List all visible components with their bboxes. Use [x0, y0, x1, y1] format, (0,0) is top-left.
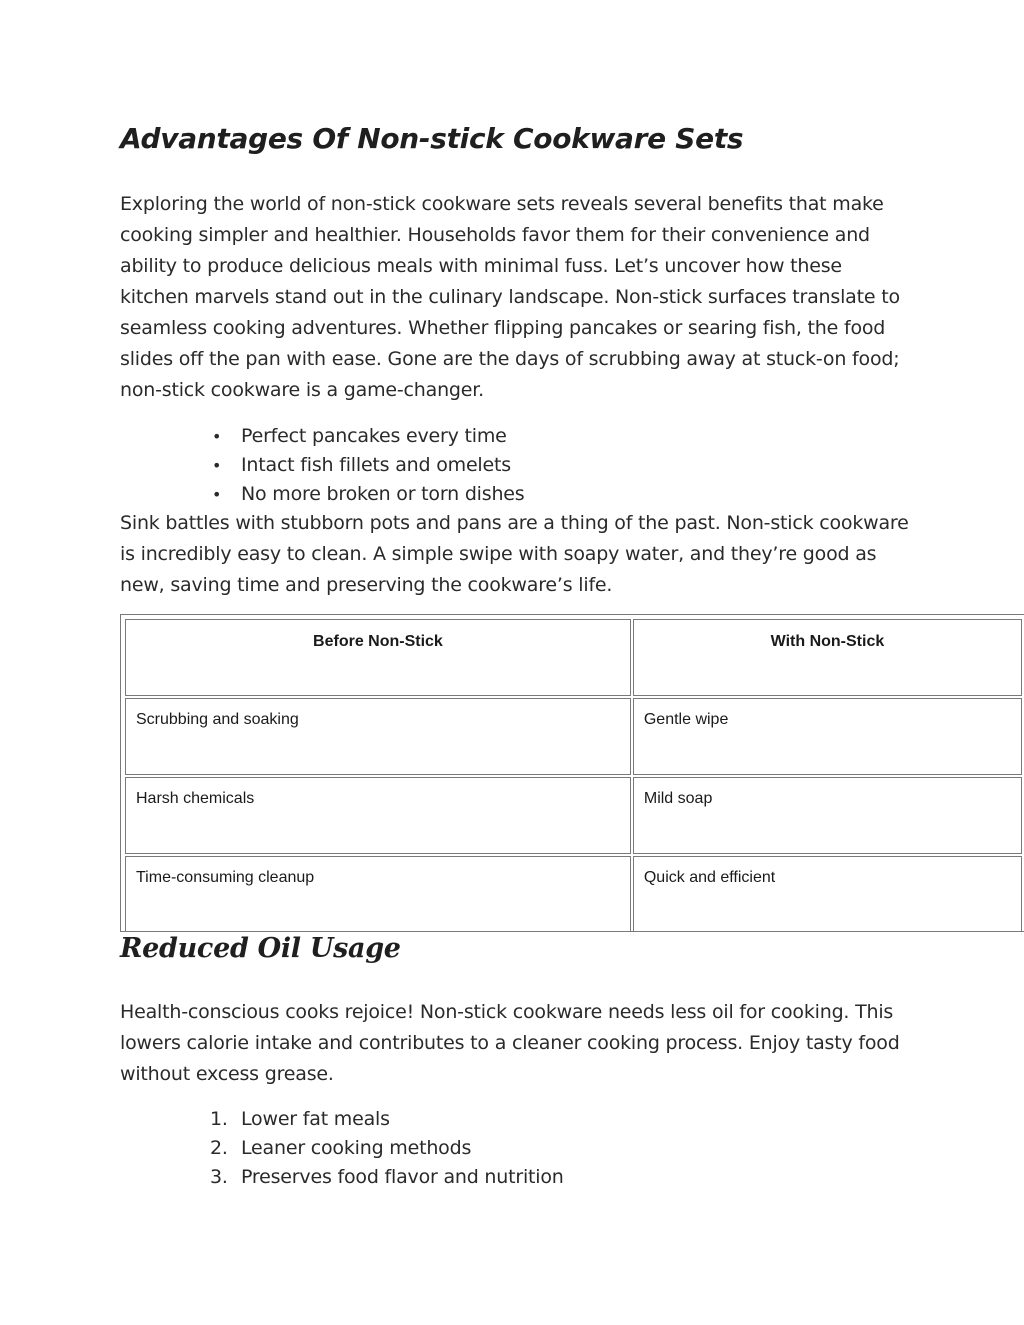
- benefits-bullet-list: [241, 422, 525, 509]
- table-cell: Mild soap: [633, 777, 1022, 854]
- table-row: [125, 698, 1022, 775]
- comparison-table: [123, 617, 1024, 932]
- list-item-text: Lower fat meals: [241, 1108, 390, 1130]
- table-cell: Quick and efficient: [633, 856, 1022, 932]
- table-header-before: Before Non-Stick: [125, 619, 631, 696]
- list-item: • No more broken or torn dishes: [241, 480, 525, 509]
- list-item-text: Preserves food flavor and nutrition: [241, 1166, 564, 1188]
- list-item: [210, 1134, 564, 1163]
- table-header-row: [125, 619, 1022, 696]
- list-item-text: Leaner cooking methods: [241, 1137, 472, 1159]
- section-heading-reduced-oil: Reduced Oil Usage: [120, 933, 401, 964]
- list-number: 2.: [210, 1137, 228, 1159]
- intro-paragraph: Exploring the world of non-stick cookware sets reveals several benefits that make cooking simpler and healthier. Households favor them for their convenience and ability to produce delicious meals with minimal fuss. Let’s uncover how these kitchen marvels stand out in the culinary landscape. Non-stick surfaces translate to seamless cooking adventures. Whether flipping pancakes or searing fish, the food slides off the pan with ease. Gone are the days of scrubbing away at stuck-on food; non-stick cookware is a game-changer.: [120, 193, 900, 401]
- table-row: [125, 856, 1022, 932]
- list-number: 3.: [210, 1166, 228, 1188]
- list-item: [210, 1105, 564, 1134]
- oil-numbered-list: [210, 1105, 564, 1192]
- table-cell: Scrubbing and soaking: [125, 698, 631, 775]
- list-number: 1.: [210, 1108, 228, 1130]
- table-cell: Gentle wipe: [633, 698, 1022, 775]
- table-row: [125, 777, 1022, 854]
- comparison-table-frame: [120, 614, 1024, 932]
- table-header-with: With Non-Stick: [633, 619, 1022, 696]
- oil-paragraph: Health-conscious cooks rejoice! Non-stick cookware needs less oil for cooking. This lowers calorie intake and contributes to a cleaner cooking process. Enjoy tasty food without excess grease.: [120, 1001, 900, 1085]
- section-heading-advantages: Advantages Of Non-stick Cookware Sets: [120, 122, 744, 155]
- table-cell: Harsh chemicals: [125, 777, 631, 854]
- table-cell: Time-consuming cleanup: [125, 856, 631, 932]
- list-item: • Intact fish fillets and omelets: [241, 451, 525, 480]
- cleanup-paragraph: Sink battles with stubborn pots and pans are a thing of the past. Non-stick cookware is incredibly easy to clean. A simple swipe with soapy water, and they’re good as new, saving time and preserving the cookware’s life.: [120, 512, 909, 596]
- list-item: [210, 1163, 564, 1192]
- list-item: • Perfect pancakes every time: [241, 422, 525, 451]
